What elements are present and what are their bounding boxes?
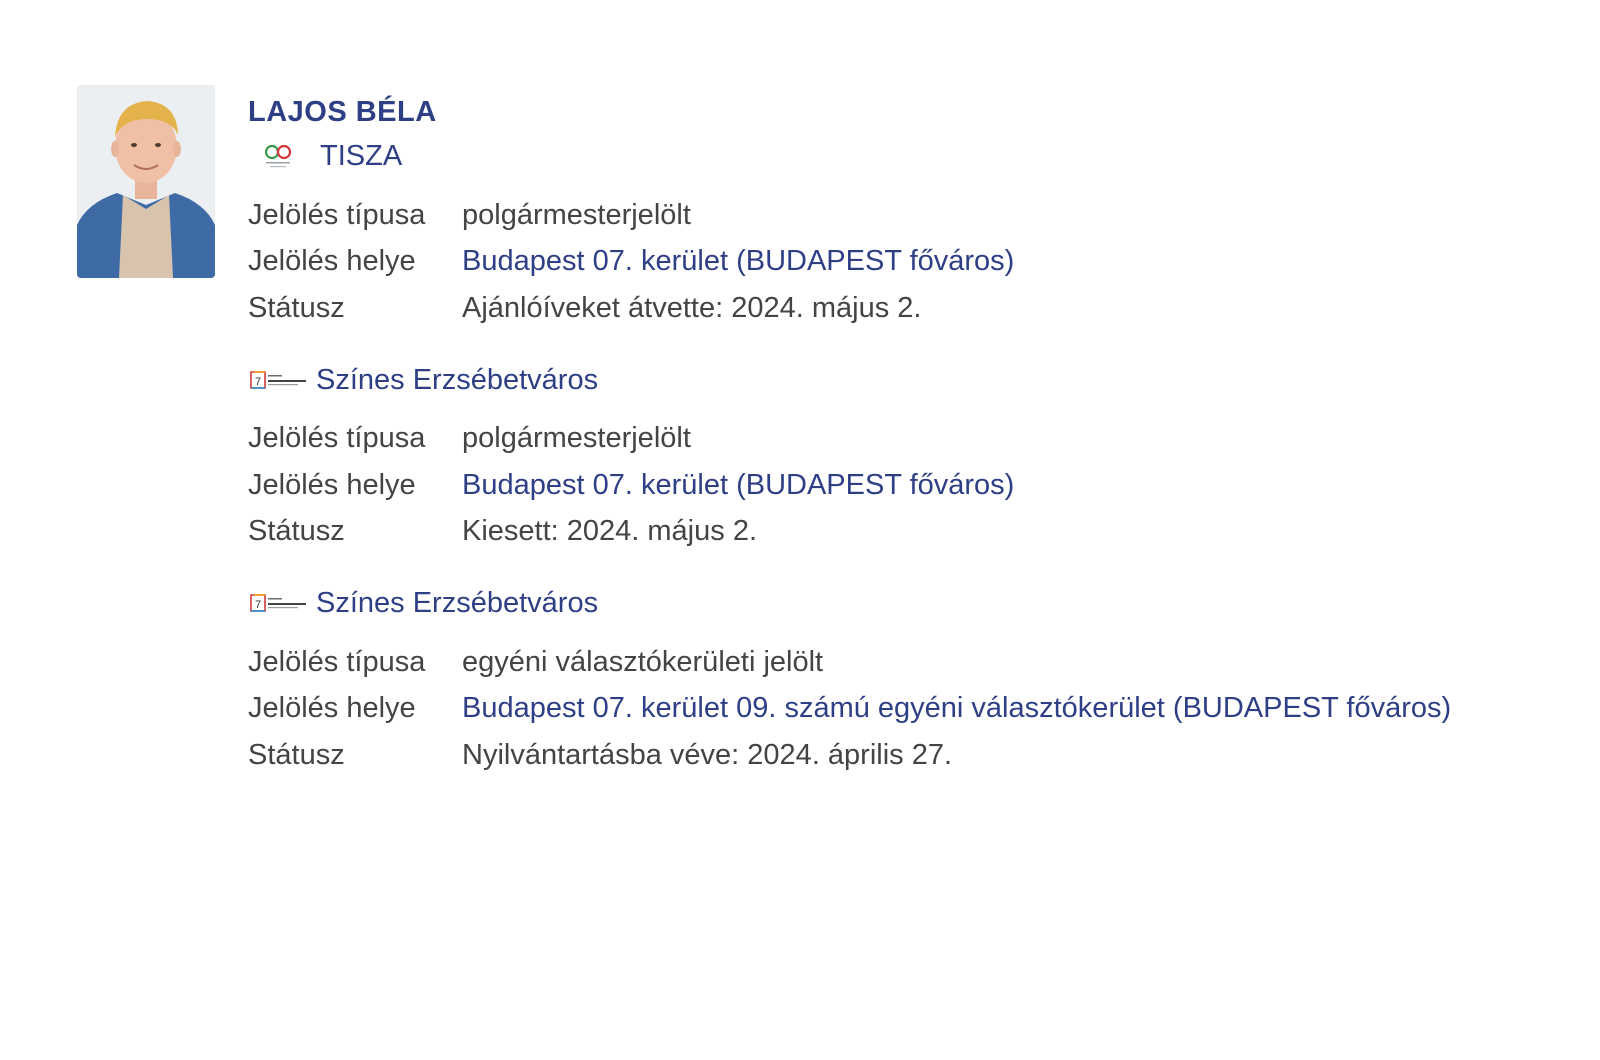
info-value: Ajánlóíveket átvette: 2024. május 2. — [462, 291, 922, 324]
candidate-details — [248, 92, 1578, 803]
info-value: polgármesterjelölt — [462, 198, 691, 231]
tisza-logo-icon — [256, 142, 300, 170]
info-row-type — [248, 192, 1578, 239]
info-row-place — [248, 239, 1578, 286]
info-label: Státusz — [248, 515, 345, 548]
party-header — [248, 132, 1578, 180]
info-row-status — [248, 285, 1578, 332]
candidate-name: LAJOS BÉLA — [248, 96, 437, 128]
party-name: Színes Erzsébetváros — [316, 587, 599, 619]
info-row-status — [248, 509, 1578, 556]
info-row-status — [248, 732, 1578, 779]
info-label: Jelölés helye — [248, 692, 416, 725]
info-label: Jelölés típusa — [248, 645, 426, 678]
party-header — [248, 356, 1578, 404]
party-name: TISZA — [320, 140, 403, 172]
szines-erzsebetvaros-logo-icon — [248, 589, 310, 617]
constituency-link[interactable]: Budapest 07. kerület (BUDAPEST főváros) — [462, 468, 1015, 501]
info-label: Jelölés helye — [248, 245, 416, 278]
nomination-info — [248, 639, 1578, 779]
nomination-block — [248, 579, 1578, 779]
party-name: Színes Erzsébetváros — [316, 363, 599, 396]
info-label: Státusz — [248, 291, 345, 324]
nomination-block — [248, 132, 1578, 332]
constituency-link[interactable]: Budapest 07. kerület (BUDAPEST főváros) — [462, 245, 1015, 278]
party-header — [248, 579, 1578, 627]
info-row-place — [248, 462, 1578, 509]
info-label: Jelölés típusa — [248, 422, 426, 455]
info-value: Nyilvántartásba véve: 2024. április 27. — [462, 738, 953, 771]
info-row-place — [248, 686, 1578, 733]
info-value: egyéni választókerületi jelölt — [462, 645, 824, 678]
info-label: Jelölés típusa — [248, 198, 426, 231]
svg-text:7: 7 — [255, 375, 262, 388]
candidate-photo — [77, 85, 215, 278]
info-value: polgármesterjelölt — [462, 422, 691, 455]
info-value: Kiesett: 2024. május 2. — [462, 515, 757, 548]
szines-erzsebetvaros-logo-icon — [248, 366, 310, 394]
svg-text:7: 7 — [255, 599, 262, 611]
info-label: Jelölés helye — [248, 468, 416, 501]
info-row-type — [248, 639, 1578, 686]
nomination-info — [248, 416, 1578, 556]
nomination-info — [248, 192, 1578, 332]
info-label: Státusz — [248, 738, 345, 771]
nomination-block — [248, 356, 1578, 556]
constituency-link[interactable]: Budapest 07. kerület 09. számú egyéni választókerület (BUDAPEST főváros) — [462, 692, 1452, 725]
info-row-type — [248, 416, 1578, 463]
